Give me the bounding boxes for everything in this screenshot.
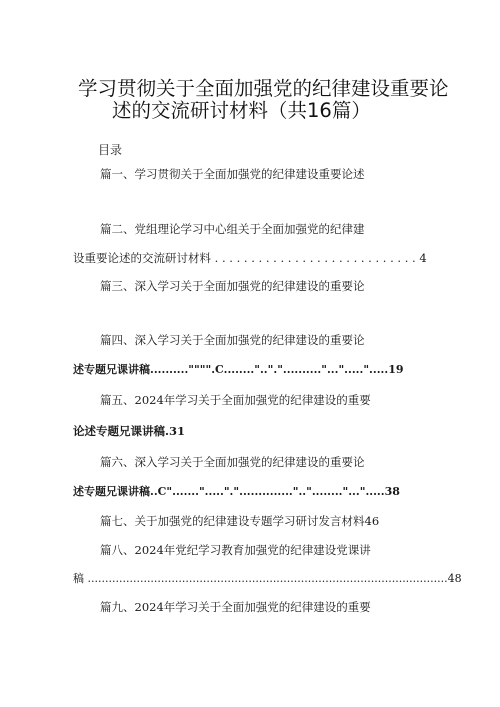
toc-heading: 目录 (98, 143, 123, 157)
toc-entry-9-line-1[interactable]: 篇九、2024年学习关于全面加强党的纪律建设的重要 (100, 600, 371, 614)
toc-entry-6-line-1[interactable]: 篇六、深入学习关于全面加强党的纪律建设的重要论 (100, 455, 365, 469)
toc-entry-1-line-1[interactable]: 篇一、学习贯彻关于全面加强党的纪律建设重要论述 (100, 167, 365, 181)
toc-entry-6-line-2[interactable]: 述专题兄课讲稿..C"......."....."."..............".."........"...".....38 (73, 485, 400, 498)
toc-entry-2-line-2[interactable]: 设重要论述的交流研讨材料 . . . . . . . . . . . . . . . . . . . . . . . . . . . . 4 (73, 251, 427, 265)
document-title-line-2: 述的交流研讨材料（共16篇） (112, 99, 371, 122)
toc-entry-4-line-1[interactable]: 篇四、深入学习关于全面加强党的纪律建设的重要论 (100, 333, 365, 347)
toc-entry-5-line-1[interactable]: 篇五、2024年学习关于全面加强党的纪律建设的重要 (100, 393, 371, 407)
toc-entry-4-line-2[interactable]: 述专题兄课讲稿.........."""".C........"..".".........."...".....".....19 (73, 363, 404, 376)
toc-entry-5-line-2[interactable]: 论述专题兄课讲稿.31 (73, 424, 186, 438)
toc-entry-8-line-1[interactable]: 篇八、2024年党纪学习教育加强党的纪律建设党课讲 (100, 543, 371, 557)
toc-entry-2-line-1[interactable]: 篇二、党组理论学习中心组关于全面加强党的纪律建 (100, 222, 365, 236)
toc-entry-7-line-1[interactable]: 篇七、关于加强党的纪律建设专题学习研讨发言材料46 (100, 514, 380, 528)
toc-entry-3-line-1[interactable]: 篇三、深入学习关于全面加强党的纪律建设的重要论 (100, 279, 365, 293)
toc-entry-8-line-2[interactable]: 稿 .......................................................................................................48 (73, 572, 462, 585)
document-title-line-1: 学习贯彻关于全面加强党的纪律建设重要论 (78, 77, 449, 100)
